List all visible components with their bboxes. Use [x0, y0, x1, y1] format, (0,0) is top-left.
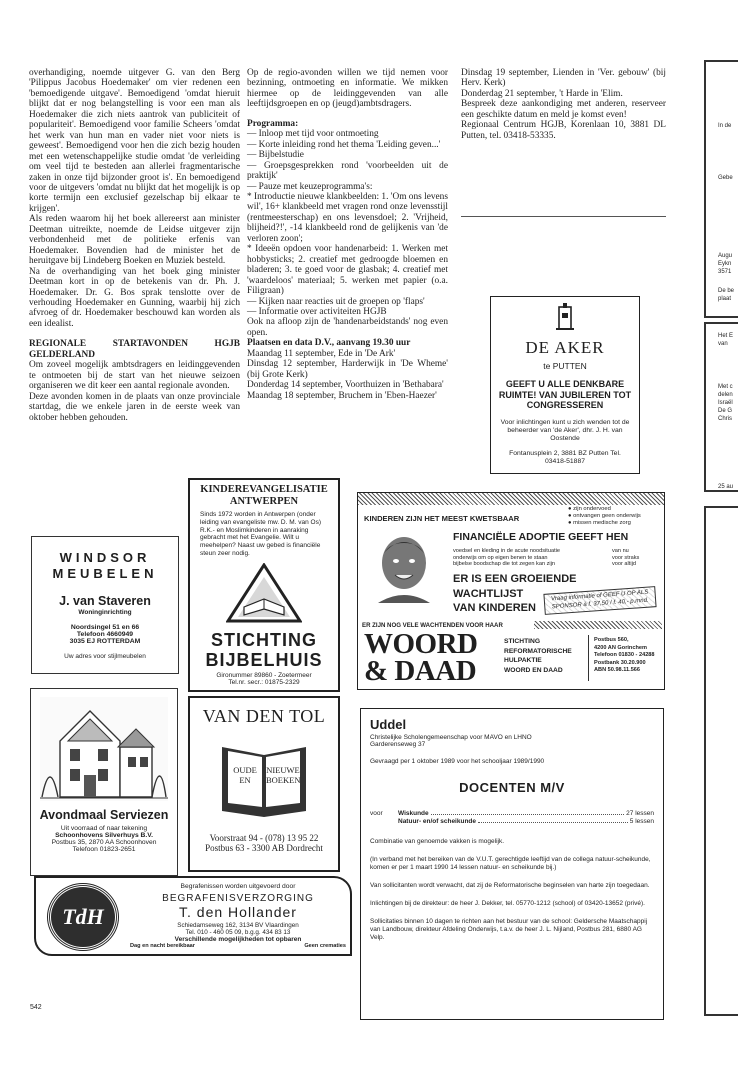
fragment-text: Met c: [718, 384, 733, 390]
avondmaal-serviezen-ad: [30, 688, 178, 876]
paragraph: Deze avonden komen in de plaats van onze provinciale startdag, die we enkele jaren in de eerste week van oktober hebben gehouden.: [29, 391, 240, 423]
avondmaal-line: Uit voorraad of naar tekening: [60, 825, 148, 832]
vak-name: Wiskunde: [398, 810, 429, 817]
address-line: 4200 AN Gorinchem: [594, 644, 647, 651]
bullet-text: ontvangen geen onderwijs: [573, 513, 641, 519]
list-item: — Inloop met tijd voor ontmoeting: [247, 129, 379, 140]
wd-groei-line: ER IS EEN GROEIENDE: [453, 573, 577, 585]
fragment-text: delen: [718, 392, 733, 398]
fragment-text: De be: [718, 288, 735, 294]
address-line: Postbank 30.20.900: [594, 659, 646, 666]
hollander-phone: Tel. 010 - 460 05 09, b.g.g. 434 83 13: [185, 929, 291, 936]
address-line: Postbus 560,: [594, 637, 629, 643]
address-line: Telefoon 01830 - 24288: [594, 652, 655, 658]
article-column-2: [247, 68, 448, 401]
list-item: — Informatie over activiteiten HGJB: [247, 306, 387, 317]
logo-line: & DAAD: [364, 655, 477, 687]
list-item: Ook na afloop zijn de 'handenarbeidstands' nog even open.: [247, 317, 448, 338]
bullet-text: missen medische zorg: [573, 520, 631, 526]
open-book-icon: [218, 737, 310, 819]
wd-wachten: ER ZIJN NOG VELE WACHTENDEN VOOR HAAR: [362, 622, 503, 629]
uddel-paragraph: Inlichtingen bij de direkteur: de heer J. Dekker, tel. 05770-1212 (school) of 03420-13652 (privé).: [370, 900, 645, 907]
wd-stichting: [504, 637, 572, 675]
avondmaal-line: Schoonhovens Silverhuys B.V.: [55, 832, 153, 839]
edge-frame: [704, 506, 738, 1016]
list-item: Donderdag 14 september, Voorthuizen in 'Bethabara': [247, 380, 444, 391]
uddel-gevraagd: Gevraagd per 1 oktober 1989 voor het schooljaar 1989/1990: [370, 758, 545, 765]
windsor-phone: Telefoon 4660949: [76, 631, 134, 638]
page-number: 542: [30, 1004, 42, 1011]
wd-adoptie: FINANCIËLE ADOPTIE GEEFT HEN: [453, 531, 629, 543]
hollander-footer-left: Dag en nacht bereikbaar: [130, 943, 195, 949]
dot-leader: [431, 810, 625, 815]
vak-row: [370, 818, 654, 825]
vak-name: Natuur- en/of scheikunde: [398, 818, 477, 825]
column-divider: [461, 216, 666, 217]
hollander-slogan: Verschillende mogelijkheden tot opbaren: [174, 936, 302, 943]
wd-list-right: [612, 548, 639, 568]
paragraph: Regionaal Centrum HGJB, Korenlaan 10, 3881 DL Putten, tel. 03418-53335.: [461, 120, 666, 141]
bullet-item: ● zijn ondervoed: [568, 506, 611, 512]
list-item: — Kijken naar reacties uit de groepen op 'flaps': [247, 296, 425, 307]
paragraph: Op de regio-avonden willen we tijd nemen voor bezinning, ontmoeting en informatie. We mikken hiermee op de leidinggevenden van alle leeftijdsgroepen en op (jeugd)ambtsdragers.: [247, 68, 448, 110]
vak-row: [370, 810, 654, 817]
paragraph: Als reden waarom hij het boek allereerst aan minister Deetman uitreikte, noemde de Leidse uitgever zijn verbondenheid met de politieke erfenis van Hoedemaker. Bovendien had de minister het de heruitgave bij Lindeberg Boeken en Muziek besteld.: [29, 214, 240, 267]
section-heading: REGIONALE STARTAVONDEN HGJB GELDERLAND: [29, 339, 240, 360]
stichting-line: STICHTING: [504, 638, 541, 645]
wd-groei-line: VAN KINDEREN: [453, 602, 536, 614]
bullet-item: ● missen medische zorg: [568, 520, 631, 526]
lessen-count: 27 lessen: [626, 810, 654, 817]
fragment-text: Het E: [718, 333, 734, 339]
fragment-text: van: [718, 341, 728, 347]
windsor-title: WINDSOR: [59, 550, 151, 565]
windsor-tagline: Uw adres voor stijlmeubelen: [64, 653, 146, 660]
paragraph: Dinsdag 19 september, Lienden in 'Ver. gebouw' (bij Herv. Kerk): [461, 68, 666, 89]
logo-line: WOORD: [364, 628, 478, 660]
docenten-heading: DOCENTEN M/V: [459, 780, 565, 795]
de-aker-info: Voor inlichtingen kunt u zich wenden tot de beheerder van 'de Aker', dhr. J. H. van Oostende: [500, 418, 630, 442]
article-column-3: [461, 68, 666, 141]
kinderevangelisatie-text: Sinds 1972 worden in Antwerpen (onder leiding van evangeliste mw. D. M. van Os) R.K.- en Moslimkinderen in aanraking gebracht met het Evangelie. Wilt u meehelpen? Naast uw gebed is financiële steun zeer nodig.: [200, 511, 322, 557]
secretary-phone: Tel.nr. secr.: 01875-2329: [228, 678, 300, 686]
kinderevangelisatie-ad: [188, 478, 340, 692]
windsor-meubelen-ad: [31, 536, 179, 674]
fragment-text: Israël: [718, 400, 733, 406]
de-aker-ad: [490, 296, 640, 474]
fragment-text: plaat: [718, 296, 732, 302]
book-right-label: [266, 765, 300, 785]
child-photo: [368, 531, 440, 603]
paragraph: Bespreek deze aankondiging met anderen, reserveer een geschikte datum en meld je komst even!: [461, 99, 666, 120]
uddel-title: Uddel: [370, 717, 407, 732]
list-line: voedsel en kleding in de acute noodsituatie: [453, 548, 560, 554]
paragraph: Donderdag 21 september, 't Harde in 'Elim.: [461, 88, 623, 99]
edge-frame: [704, 60, 738, 318]
stichting-line: HULPAKTIE: [504, 657, 542, 664]
windsor-address: Noordsingel 51 en 66: [70, 624, 140, 631]
list-item: Maandag 18 september, Bruchem in 'Eben-Haezer': [247, 390, 437, 401]
hollander-footer: [130, 943, 346, 949]
spacer: [370, 818, 398, 825]
hollander-top: Begrafenissen worden uitgevoerd door: [180, 883, 296, 890]
van-den-tol-address: Voorstraat 94 - (078) 13 95 22: [209, 833, 319, 843]
address-line: ABN 50.98.11.566: [594, 667, 641, 673]
list-line: bijbelse boodschap die tot zegen kan zijn: [453, 561, 556, 568]
list-item: — Pauze met keuzeprogramma's:: [247, 181, 373, 192]
uddel-paragraph: Combinatie van genoemde vakken is mogelijk.: [370, 838, 505, 845]
book-text: NIEUWE: [266, 765, 300, 775]
church-tower-icon: [556, 303, 574, 331]
van-den-tol-title: VAN DEN TOL: [202, 706, 326, 726]
lessen-count: 5 lessen: [629, 818, 654, 825]
de-aker-address: Fontanusplein 2, 3881 BZ Putten Tel. 03418-51887: [509, 449, 621, 465]
wd-header: KINDEREN ZIJN HET MEEST KWETSBAAR: [364, 514, 520, 523]
hollander-name: T. den Hollander: [179, 904, 297, 920]
bullet-item: ● ontvangen geen onderwijs: [568, 513, 641, 519]
list-item: — Korte inleiding rond het thema 'Leiding geven...': [247, 139, 441, 150]
monogram-logo: [48, 884, 118, 950]
de-aker-place: te PUTTEN: [543, 361, 587, 371]
uddel-paragraph: (In verband met het bereiken van de V.U.T. gerechtigde leeftijd van de collega natuur-scheikunde, komen er per 1 maart 1990 14 lessen natuur- en scheikunde bij.): [370, 856, 651, 871]
fragment-text: 3571: [718, 269, 732, 275]
uddel-vacancy-ad: [360, 708, 664, 1020]
monogram-text: TdH: [62, 904, 104, 929]
book-text: BOEKEN: [266, 775, 301, 785]
list-item: * Introductie nieuwe klankbeelden: 1. 'Om ons levens wil', 16+ klankbeeld met vragen rond onze levensstijl (rentmeesterschap) en ons levensdoel; 2. 'Vrijheid, blijheid?!', -14 klankbeeld rond de gelijkenis van 'de verloren zoon';: [247, 191, 448, 244]
dot-leader: [478, 818, 628, 823]
fragment-text: 25 au: [718, 484, 734, 490]
section-heading: Programma:: [247, 118, 299, 129]
stichting-label: STICHTING: [211, 629, 317, 650]
paragraph: Na de overhandiging van het boek ging minister Deetman kort in op de betekenis van dr. Ph. J. Hoedemaker. Dr. G. Bos sprak tenslotte over de verhouding Hoedemaker en Gunning, waarbij hij zich afvroeg of dr. Hoedemaker beschouwd kan worden als een idealist.: [29, 266, 240, 329]
bijbelhuis-label: BIJBELHUIS: [205, 649, 323, 670]
paragraph: Om zoveel mogelijk ambtsdragers en leidinggevenden te ontmoeten bij de start van het nieuwe seizoen organiseren we dit keer een aantal regionale avonden.: [29, 360, 240, 392]
fragment-text: Gebe: [718, 175, 733, 181]
wd-divider: [588, 635, 589, 681]
den-hollander-ad: [34, 876, 352, 956]
hatch-band: [358, 493, 664, 505]
edge-frame: [704, 322, 738, 492]
list-item: * Ideeën opdoen voor handenarbeid: 1. Werken met hobbysticks; 2. creatief met gedroogde bloemen en bladeren; 3. te goed voor de glasbak; 4. creatief met 'waardeloos' materiaal; 5. werken met papier (o.a. Filigraan): [247, 244, 448, 297]
fragment-text: Augu: [718, 253, 733, 259]
fragment-text: Chris: [718, 416, 733, 422]
article-column-1: [29, 68, 240, 423]
stichting-line: WOORD EN DAAD: [504, 666, 563, 674]
wd-bullets: [568, 506, 641, 527]
den-hollander-text: [130, 883, 346, 949]
windsor-city: 3035 EJ ROTTERDAM: [69, 638, 141, 645]
de-aker-title: DE AKER: [525, 338, 605, 357]
giro-number: Gironummer 89860 - Zoetermeer: [216, 671, 312, 679]
adjacent-page-strip: [704, 60, 738, 1016]
uddel-paragraph: Sollicitaties binnen 10 dagen te richten aan het bestuur van de school: Geldersche Maatschappij van Landbouw, direkteur Afdeling Onderwijs, t.a.v. de heer J. L. Nijland, Postbus 281, 6880 AG Velp.: [370, 918, 648, 941]
book-left-label: [230, 765, 260, 785]
hollander-title: BEGRAFENISVERZORGING: [162, 893, 314, 904]
bullet-text: zijn ondervoed: [573, 506, 611, 512]
list-line: voor altijd: [612, 561, 636, 568]
paragraph: overhandiging, noemde uitgever G. van den Berg 'Pilippus Jacobus Hoedemaker' om vier redenen een 'bemoedigende uitgave'. Bemoedigend 'omdat hieruit blijkt dat er nog belangstelling is voor een man als Hoedemaker die zich niets aantrok van publiciteit of populariteit'. Bemoedigend voor familie Scheers 'omdat het werk van hun man en vader niet voor niets is geweest'. Bemoedigend voor hen die zich bezig houden met een wetenschappelijke studie omdat 'de verleiding om veel tijd te besteden aan allerlei fragmentarische zaken in onze tijd bijzonder groot is'. En bemoedigend voor de uitgevers 'omdat nu blijkt dat het mogelijk is op korte termijn een exclusief gezelschap bij elkaar te krijgen'.: [29, 68, 240, 214]
wd-list-left: [453, 548, 560, 568]
van-den-tol-ad: [188, 696, 340, 872]
van-den-tol-postbus: Postbus 63 - 3300 AB Dordrecht: [205, 843, 323, 853]
list-item: Dinsdag 12 september, Harderwijk in 'De Wheme' (bij Grote Kerk): [247, 359, 448, 380]
list-line: van nu: [612, 548, 629, 554]
stichting-line: REFORMATORISCHE: [504, 647, 572, 655]
list-line: voor straks: [612, 554, 640, 561]
wd-address: [594, 637, 655, 675]
kinderevangelisatie-title: KINDEREVANGELISATIE ANTWERPEN: [200, 484, 328, 507]
sponsor-box: Vraag informatie of GEEF U OP ALS SPONSOR à f. 37,50 / f. 40,- p.mnd.: [543, 586, 656, 615]
house-illustration: [40, 697, 168, 801]
list-line: onderwijs om op eigen benen te staan: [453, 554, 548, 561]
hatch-band: [534, 621, 662, 629]
bible-triangle-icon: [226, 563, 302, 623]
fragment-text: In de: [718, 123, 732, 129]
woord-en-daad-ad: [357, 492, 665, 690]
windsor-subtitle: MEUBELEN: [52, 566, 158, 581]
de-aker-headline: GEEFT U ALLE DENKBARE RUIMTE! VAN JUBILEREN TOT CONGRESSEREN: [498, 379, 632, 410]
section-heading: Plaatsen en data D.V., aanvang 19.30 uur: [247, 338, 411, 349]
avondmaal-line: Telefoon 01823-2651: [72, 846, 136, 853]
list-item: Maandag 11 september, Ede in 'De Ark': [247, 348, 396, 359]
wd-groei-line: WACHTLIJST: [453, 587, 524, 600]
hollander-footer-right: Geen crematies: [304, 943, 346, 949]
list-item: — Groepsgesprekken rond 'voorbeelden uit de praktijk': [247, 160, 448, 182]
fragment-text: Eykn: [718, 261, 732, 267]
woord-en-daad-logo: [364, 628, 478, 687]
list-item: — Bijbelstudie: [247, 150, 304, 161]
uddel-paragraph: Van sollicitanten wordt verwacht, dat zij de Reformatorische beginselen van harte zijn toegedaan.: [370, 882, 650, 889]
windsor-sub: Woninginrichting: [78, 609, 132, 616]
avondmaal-line: Postbus 35, 2870 AA Schoonhoven: [51, 839, 157, 846]
windsor-name: J. van Staveren: [59, 594, 151, 608]
voor-label: voor: [370, 810, 383, 817]
book-text: EN: [239, 775, 251, 785]
fragment-text: De G: [718, 408, 733, 414]
uddel-subtitle: Christelijke Scholengemeenschap voor MAVO en LHNO: [370, 734, 532, 741]
uddel-address: Garderenseweg 37: [370, 741, 426, 748]
hollander-address: Schiedamseweg 162, 3134 BV Vlaardingen: [177, 922, 299, 929]
book-text: OUDE: [233, 765, 257, 775]
avondmaal-title: Avondmaal Serviezen: [39, 808, 169, 822]
